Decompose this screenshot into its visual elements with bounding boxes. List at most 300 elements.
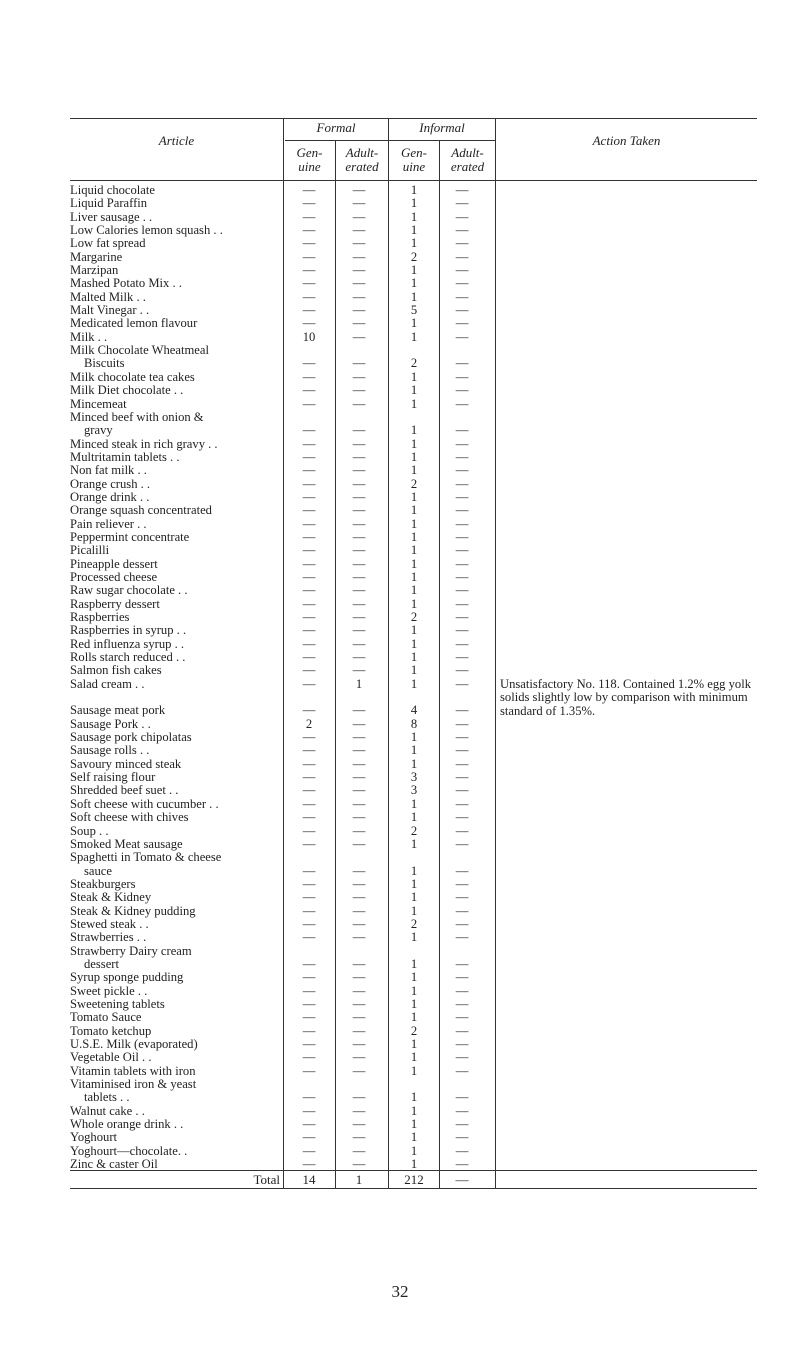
article-name (70, 1158, 278, 1171)
formal-genuine-cell: 10 (302, 329, 316, 344)
informal-adulterated-cell: — (455, 1050, 469, 1065)
article-name (70, 1011, 278, 1024)
article-name-line: Picalilli (70, 544, 110, 558)
formal-adulterated-cell: — (352, 650, 366, 665)
table-bottom-rule (70, 1188, 757, 1189)
informal-genuine-cell: 1 (410, 1117, 418, 1132)
article-name (70, 1051, 278, 1064)
informal-genuine-cell: 1 (410, 676, 418, 691)
total-formal-genuine: 14 (302, 1172, 316, 1187)
article-name-line: Salmon fish cakes (70, 664, 162, 678)
article-name-line: Sausage meat pork (70, 704, 166, 718)
article-name-line: Strawberries . . (70, 931, 147, 945)
formal-genuine-cell: — (302, 263, 316, 278)
formal-genuine-cell: — (302, 743, 316, 758)
informal-adulterated-cell: — (455, 863, 469, 878)
formal-adulterated-cell: — (352, 263, 366, 278)
informal-adulterated-cell: — (455, 1010, 469, 1025)
informal-adulterated-cell: — (455, 1157, 469, 1172)
formal-genuine-cell: — (302, 823, 316, 838)
table-row (70, 317, 757, 330)
informal-adulterated-cell: — (455, 503, 469, 518)
article-name (70, 1065, 278, 1078)
informal-adulterated-cell: — (455, 476, 469, 491)
informal-adulterated-cell: — (455, 836, 469, 851)
informal-genuine-cell: 1 (410, 209, 418, 224)
article-name (70, 718, 278, 731)
formal-adulterated-cell: — (352, 356, 366, 371)
article-name-line: Malt Vinegar . . (70, 304, 150, 318)
informal-adulterated-cell: — (455, 263, 469, 278)
formal-adulterated-cell: — (352, 623, 366, 638)
article-name-continuation: dessert (84, 956, 119, 971)
article-name-line: Minced steak in rich gravy . . (70, 437, 218, 451)
article-name (70, 344, 278, 371)
informal-genuine-cell: 3 (410, 770, 418, 785)
formal-adulterated-cell: — (352, 1050, 366, 1065)
informal-genuine-cell: 1 (410, 223, 418, 238)
table-row (70, 224, 757, 237)
informal-genuine-cell: 1 (410, 730, 418, 745)
article-name (70, 798, 278, 811)
table-row (70, 237, 757, 250)
formal-genuine-cell: — (302, 223, 316, 238)
formal-adulterated-cell: — (352, 303, 366, 318)
article-name (70, 651, 278, 664)
article-name (70, 905, 278, 918)
formal-adulterated-cell: — (352, 756, 366, 771)
article-name (70, 291, 278, 304)
formal-genuine-cell: — (302, 556, 316, 571)
formal-adulterated-cell: — (352, 916, 366, 931)
article-name-line: Steak & Kidney (70, 891, 152, 905)
article-name (70, 731, 278, 744)
formal-genuine-cell: — (302, 730, 316, 745)
table-row (70, 291, 757, 304)
article-name (70, 304, 278, 317)
article-name-line: Soft cheese with chives (70, 811, 189, 825)
informal-adulterated-cell: — (455, 556, 469, 571)
table-row (70, 878, 757, 891)
article-name (70, 277, 278, 290)
article-name (70, 1131, 278, 1144)
article-name-line: Self raising flour (70, 771, 156, 785)
article-name (70, 544, 278, 557)
informal-adulterated-cell: — (455, 489, 469, 504)
formal-genuine-cell: — (302, 183, 316, 197)
total-label: Total (253, 1172, 280, 1187)
article-name-line: Sweet pickle . . (70, 984, 148, 998)
formal-genuine-cell: — (302, 703, 316, 718)
table-row (70, 438, 757, 451)
informal-genuine-cell: 1 (410, 1050, 418, 1065)
formal-adulterated-cell: — (352, 796, 366, 811)
formal-genuine-cell: — (302, 1157, 316, 1172)
formal-adulterated-cell: — (352, 663, 366, 678)
table-row (70, 491, 757, 504)
formal-genuine-cell: — (302, 529, 316, 544)
article-name (70, 224, 278, 237)
table-row (70, 544, 757, 557)
table-row (70, 985, 757, 998)
informal-adulterated-cell: — (455, 329, 469, 344)
article-name (70, 211, 278, 224)
article-name (70, 664, 278, 677)
article-name-line: Milk Chocolate Wheatmeal (70, 344, 209, 358)
article-name (70, 624, 278, 637)
table-row (70, 718, 757, 731)
formal-adulterated-cell: — (352, 876, 366, 891)
informal-adulterated-cell: — (455, 743, 469, 758)
formal-adulterated-cell: 1 (355, 676, 363, 691)
table-row (70, 1131, 757, 1144)
article-name-line: Peppermint concentrate (70, 530, 190, 544)
informal-genuine-cell: 1 (410, 423, 418, 438)
table-row (70, 1038, 757, 1051)
informal-adulterated-cell: — (455, 1130, 469, 1145)
table-spacer-row (70, 691, 757, 704)
article-name (70, 491, 278, 504)
table-row (70, 251, 757, 264)
header-formal-genuine: Gen- uine (296, 145, 323, 174)
article-name-line: Minced beef with onion & (70, 410, 204, 424)
table-row (70, 344, 757, 371)
informal-adulterated-cell: — (455, 1023, 469, 1038)
formal-adulterated-cell: — (352, 489, 366, 504)
table-row (70, 1051, 757, 1064)
formal-genuine-cell: — (302, 783, 316, 798)
informal-adulterated-cell: — (455, 1117, 469, 1132)
table-row (70, 211, 757, 224)
article-name-line: Raspberries in syrup . . (70, 624, 187, 638)
informal-adulterated-cell: — (455, 716, 469, 731)
formal-adulterated-cell: — (352, 703, 366, 718)
article-name-line: U.S.E. Milk (evaporated) (70, 1038, 198, 1051)
formal-adulterated-cell: — (352, 556, 366, 571)
formal-genuine-cell: — (302, 516, 316, 531)
article-name-continuation: sauce (84, 863, 112, 878)
informal-adulterated-cell: — (455, 890, 469, 905)
formal-genuine-cell: — (302, 1050, 316, 1065)
article-name-line: Orange squash concentrated (70, 504, 212, 518)
article-name-line: Raw sugar chocolate . . (70, 584, 188, 598)
informal-adulterated-cell: — (455, 650, 469, 665)
formal-genuine-cell: — (302, 449, 316, 464)
formal-genuine-cell: — (302, 476, 316, 491)
article-name (70, 398, 278, 411)
table-row (70, 611, 757, 624)
article-name-line: Marzipan (70, 264, 119, 278)
informal-adulterated-cell: — (455, 356, 469, 371)
article-name (70, 945, 278, 972)
formal-adulterated-cell: — (352, 836, 366, 851)
article-name (70, 237, 278, 250)
formal-genuine-cell: — (302, 236, 316, 251)
informal-genuine-cell: 1 (410, 836, 418, 851)
article-name (70, 184, 278, 197)
article-name-line: Liquid Paraffin (70, 197, 148, 211)
formal-adulterated-cell: — (352, 956, 366, 971)
informal-genuine-cell: 1 (410, 596, 418, 611)
table-row (70, 744, 757, 757)
informal-genuine-cell: 1 (410, 876, 418, 891)
informal-adulterated-cell: — (455, 970, 469, 985)
table-row (70, 371, 757, 384)
informal-adulterated-cell: — (455, 463, 469, 478)
table-row (70, 478, 757, 491)
article-name (70, 1038, 278, 1051)
informal-adulterated-cell: — (455, 436, 469, 451)
formal-genuine-cell: — (302, 996, 316, 1011)
formal-adulterated-cell: — (352, 423, 366, 438)
article-name (70, 784, 278, 797)
informal-adulterated-cell: — (455, 383, 469, 398)
header-article: Article (158, 133, 195, 148)
informal-adulterated-cell: — (455, 209, 469, 224)
table-row (70, 758, 757, 771)
informal-adulterated-cell: — (455, 903, 469, 918)
table-row (70, 464, 757, 477)
formal-genuine-cell: — (302, 356, 316, 371)
informal-genuine-cell: 1 (410, 890, 418, 905)
article-name (70, 558, 278, 571)
informal-adulterated-cell: — (455, 396, 469, 411)
article-name-line: Sweetening tablets (70, 997, 165, 1011)
article-name (70, 825, 278, 838)
table-row (70, 811, 757, 824)
formal-adulterated-cell: — (352, 970, 366, 985)
informal-genuine-cell: 1 (410, 1010, 418, 1025)
informal-genuine-cell: 1 (410, 383, 418, 398)
informal-genuine-cell: 1 (410, 636, 418, 651)
formal-genuine-cell: — (302, 1063, 316, 1078)
article-name (70, 611, 278, 624)
informal-genuine-cell: 1 (410, 956, 418, 971)
formal-genuine-cell: — (302, 369, 316, 384)
informal-adulterated-cell: — (455, 916, 469, 931)
informal-adulterated-cell: — (455, 783, 469, 798)
total-formal-adulterated: 1 (355, 1172, 363, 1187)
informal-adulterated-cell: — (455, 183, 469, 197)
article-name-line: Sausage pork chipolatas (70, 731, 192, 745)
formal-adulterated-cell: — (352, 1103, 366, 1118)
formal-adulterated-cell: — (352, 770, 366, 785)
formal-genuine-cell: — (302, 676, 316, 691)
formal-adulterated-cell: — (352, 823, 366, 838)
article-name-continuation: tablets . . (84, 1090, 130, 1105)
formal-adulterated-cell: — (352, 1117, 366, 1132)
informal-genuine-cell: 1 (410, 996, 418, 1011)
article-name-line: Orange crush . . (70, 477, 151, 491)
formal-genuine-cell: — (302, 930, 316, 945)
formal-genuine-cell: — (302, 876, 316, 891)
table-row (70, 838, 757, 851)
article-name (70, 744, 278, 757)
table-row (70, 598, 757, 611)
header-informal: Informal (419, 120, 465, 135)
formal-genuine-cell: — (302, 1090, 316, 1105)
table-row (70, 784, 757, 797)
article-name-line: Tomato Sauce (70, 1011, 142, 1025)
formal-adulterated-cell: — (352, 569, 366, 584)
formal-genuine-cell: — (302, 623, 316, 638)
formal-adulterated-cell: — (352, 196, 366, 211)
informal-adulterated-cell: — (455, 996, 469, 1011)
article-name-line: Multritamin tablets . . (70, 450, 180, 464)
informal-genuine-cell: 1 (410, 583, 418, 598)
informal-adulterated-cell: — (455, 610, 469, 624)
article-name-line: Steak & Kidney pudding (70, 904, 196, 918)
formal-genuine-cell: — (302, 836, 316, 851)
article-name-line: Low Calories lemon squash . . (70, 224, 223, 238)
formal-genuine-cell: 2 (305, 716, 313, 731)
article-name (70, 504, 278, 517)
informal-genuine-cell: 1 (410, 316, 418, 331)
formal-genuine-cell: — (302, 650, 316, 665)
informal-genuine-cell: 2 (410, 1023, 418, 1038)
article-name (70, 438, 278, 451)
informal-genuine-cell: 1 (410, 930, 418, 945)
article-name-line: Whole orange drink . . (70, 1118, 184, 1132)
article-name-line: Soup . . (70, 824, 109, 838)
article-name-line: Low fat spread (70, 237, 146, 251)
formal-adulterated-cell: — (352, 1063, 366, 1078)
informal-adulterated-cell: — (455, 810, 469, 825)
table-row (70, 197, 757, 210)
table-row (70, 624, 757, 637)
informal-genuine-cell: 1 (410, 743, 418, 758)
formal-adulterated-cell: — (352, 529, 366, 544)
informal-genuine-cell: 1 (410, 663, 418, 678)
formal-adulterated-cell: — (352, 596, 366, 611)
formal-genuine-cell: — (302, 1130, 316, 1145)
article-name (70, 1105, 278, 1118)
informal-genuine-cell: 1 (410, 196, 418, 211)
informal-adulterated-cell: — (455, 956, 469, 971)
article-name-line: Shredded beef suet . . (70, 784, 179, 798)
informal-genuine-cell: 1 (410, 489, 418, 504)
table-row (70, 504, 757, 517)
informal-genuine-cell: 1 (410, 756, 418, 771)
table-row (70, 664, 757, 677)
informal-adulterated-cell: — (455, 196, 469, 211)
formal-adulterated-cell: — (352, 890, 366, 905)
informal-genuine-cell: 2 (410, 916, 418, 931)
article-name-line: Rolls starch reduced . . (70, 651, 186, 665)
article-name (70, 1025, 278, 1038)
article-name (70, 638, 278, 651)
formal-genuine-cell: — (302, 196, 316, 211)
header-action: Action Taken (592, 133, 661, 148)
table-row (70, 905, 757, 918)
informal-adulterated-cell: — (455, 289, 469, 304)
formal-adulterated-cell: — (352, 1090, 366, 1105)
formal-adulterated-cell: — (352, 183, 366, 197)
article-name-line: Liquid chocolate (70, 184, 155, 197)
informal-genuine-cell: 1 (410, 1130, 418, 1145)
informal-adulterated-cell: — (455, 316, 469, 331)
total-informal-genuine: 212 (404, 1172, 424, 1187)
formal-genuine-cell: — (302, 209, 316, 224)
table-row (70, 971, 757, 984)
article-name-line: Milk Diet chocolate . . (70, 384, 184, 398)
formal-genuine-cell: — (302, 276, 316, 291)
informal-genuine-cell: 1 (410, 449, 418, 464)
article-name-line: Non fat milk . . (70, 464, 147, 478)
formal-genuine-cell: — (302, 569, 316, 584)
formal-genuine-cell: — (302, 636, 316, 651)
table-row (70, 518, 757, 531)
formal-adulterated-cell: — (352, 1130, 366, 1145)
formal-adulterated-cell: — (352, 516, 366, 531)
article-name (70, 758, 278, 771)
informal-adulterated-cell: — (455, 823, 469, 838)
informal-genuine-cell: 1 (410, 903, 418, 918)
informal-adulterated-cell: — (455, 636, 469, 651)
table-row (70, 1025, 757, 1038)
formal-genuine-cell: — (302, 383, 316, 398)
formal-genuine-cell: — (302, 1143, 316, 1158)
table-row (70, 398, 757, 411)
informal-genuine-cell: 1 (410, 1143, 418, 1158)
table-row (70, 998, 757, 1011)
formal-adulterated-cell: — (352, 223, 366, 238)
informal-adulterated-cell: — (455, 663, 469, 678)
formal-genuine-cell: — (302, 770, 316, 785)
article-name (70, 531, 278, 544)
formal-adulterated-cell: — (352, 1037, 366, 1051)
informal-genuine-cell: 1 (410, 1090, 418, 1105)
article-name (70, 878, 278, 891)
informal-genuine-cell: 1 (410, 543, 418, 558)
formal-genuine-cell: — (302, 863, 316, 878)
article-name-line: Liver sausage . . (70, 210, 153, 224)
article-name-line: Stewed steak . . (70, 917, 149, 931)
article-name-line: Vitamin tablets with iron (70, 1064, 196, 1078)
formal-adulterated-cell: — (352, 636, 366, 651)
informal-genuine-cell: 1 (410, 623, 418, 638)
informal-genuine-cell: 1 (410, 396, 418, 411)
informal-adulterated-cell: — (455, 756, 469, 771)
informal-adulterated-cell: — (455, 223, 469, 238)
informal-genuine-cell: 1 (410, 1157, 418, 1172)
formal-genuine-cell: — (302, 1103, 316, 1118)
informal-genuine-cell: 4 (410, 703, 418, 718)
group-header-rule (285, 140, 495, 141)
informal-genuine-cell: 1 (410, 556, 418, 571)
informal-adulterated-cell: — (455, 543, 469, 558)
table-row (70, 825, 757, 838)
formal-adulterated-cell: — (352, 209, 366, 224)
article-name-line: Salad cream . . (70, 677, 145, 691)
informal-adulterated-cell: — (455, 236, 469, 251)
article-name-line: Yoghourt (70, 1131, 118, 1145)
formal-adulterated-cell: — (352, 716, 366, 731)
informal-adulterated-cell: — (455, 703, 469, 718)
article-name (70, 518, 278, 531)
article-name-line: Raspberries (70, 611, 130, 624)
informal-adulterated-cell: — (455, 1103, 469, 1118)
formal-adulterated-cell: — (352, 1157, 366, 1172)
informal-adulterated-cell: — (455, 770, 469, 785)
informal-genuine-cell: 1 (410, 650, 418, 665)
article-name (70, 891, 278, 904)
table-row (70, 798, 757, 811)
article-name (70, 264, 278, 277)
article-name (70, 317, 278, 330)
formal-adulterated-cell: — (352, 1143, 366, 1158)
article-name (70, 384, 278, 397)
